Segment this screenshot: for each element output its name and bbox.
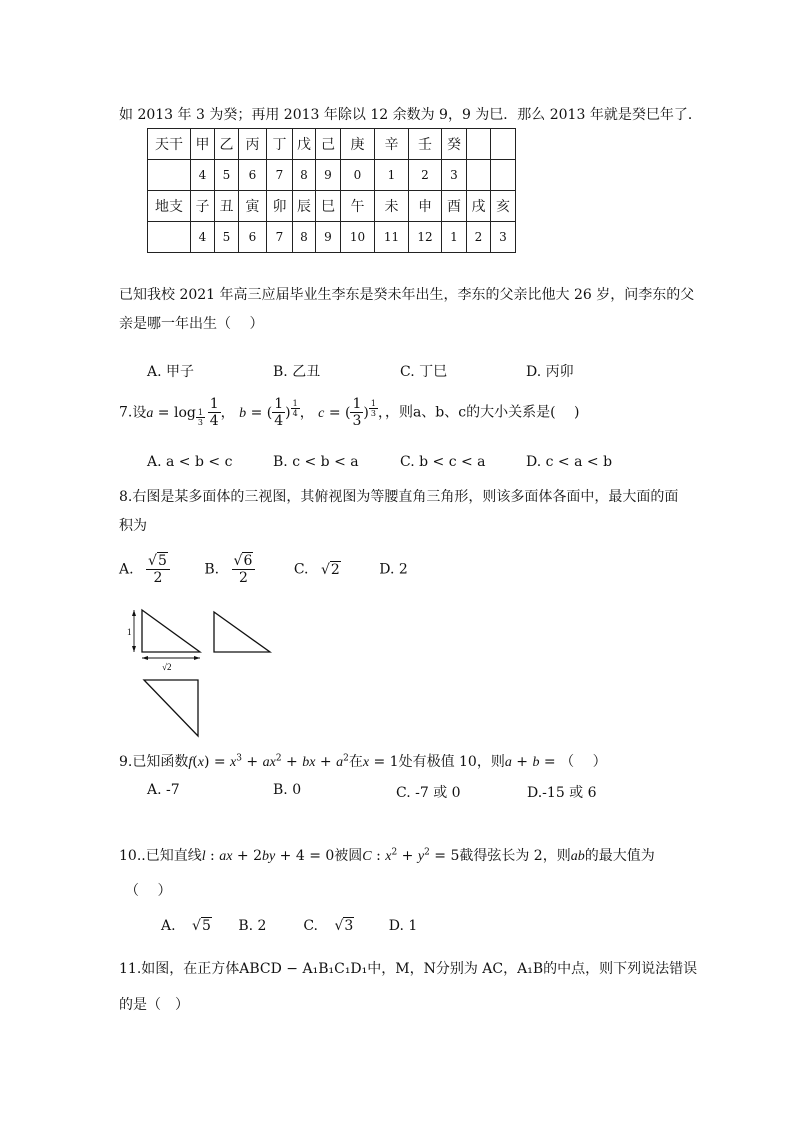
q6-option-c: C. 丁巳 xyxy=(400,364,448,380)
table-cell: 9 xyxy=(316,222,341,253)
q10-line2: （ ） xyxy=(125,883,172,899)
table-cell: 1 xyxy=(375,160,409,191)
q8-option-b-value: $\frac{√6}{2}$ xyxy=(232,553,256,586)
table-cell: 庚 xyxy=(341,129,375,160)
q8-option-a-value: $\frac{√5}{2}$ xyxy=(146,553,170,586)
side-view-triangle xyxy=(214,612,270,652)
table-cell: 8 xyxy=(293,222,316,253)
table-cell: 乙 xyxy=(215,129,239,160)
q11-line2: 的是（ ） xyxy=(119,997,189,1013)
table-cell xyxy=(148,222,191,253)
table-cell: 1 xyxy=(442,222,467,253)
table-cell: 己 xyxy=(316,129,341,160)
q8-line1: 8.右图是某多面体的三视图，其俯视图为等腰直角三角形，则该多面体各面中，最大面的面 xyxy=(119,489,679,505)
q7-formula: 设a = log $_{\frac{1}{3}}$ $\frac{1}{4}$ ， b = ( $\frac{1}{4}$ ) $^{\frac{1}{4}}$ ， c = ( $\frac{1}{3}$ ) $^{\frac{1}{3}}$ ， xyxy=(132,396,385,430)
table-cell: 癸 xyxy=(442,129,467,160)
top-view-triangle xyxy=(144,680,198,736)
q10-option-a-label: A. xyxy=(161,918,176,934)
table-cell: 4 xyxy=(191,160,215,191)
arrow-up-icon xyxy=(132,610,136,616)
table-cell xyxy=(467,129,491,160)
table-cell: 丁 xyxy=(267,129,293,160)
table-cell: 卯 xyxy=(267,191,293,222)
table-cell: 7 xyxy=(267,222,293,253)
q6-line1: 已知我校 2021 年高三应届毕业生李东是癸未年出生，李东的父亲比他大 26 岁，问李东的父 xyxy=(119,287,695,303)
q7-number: 7. xyxy=(119,404,133,421)
arrow-left-icon xyxy=(142,656,148,660)
height-label: 1 xyxy=(127,627,132,637)
table-cell: 10 xyxy=(341,222,375,253)
table-cell: 2 xyxy=(467,222,491,253)
q7-question: ，则a、b、c的大小关系是( ) xyxy=(384,404,580,421)
table-cell: 7 xyxy=(267,160,293,191)
table-cell: 戊 xyxy=(293,129,316,160)
q6-option-d: D. 丙卯 xyxy=(526,364,574,380)
q9-option-c: C. -7 或 0 xyxy=(396,785,461,801)
table-cell: 寅 xyxy=(239,191,267,222)
q7-option-b: B. c < b < a xyxy=(273,454,359,470)
arrow-right-icon xyxy=(194,656,200,660)
table-cell: 3 xyxy=(491,222,516,253)
q8-option-b-label: B. xyxy=(204,561,220,578)
table-cell: 申 xyxy=(409,191,442,222)
table-cell: 甲 xyxy=(191,129,215,160)
table-cell: 未 xyxy=(375,191,409,222)
front-view-triangle xyxy=(142,610,200,652)
q6-option-a: A. 甲子 xyxy=(147,364,195,380)
table-cell: 12 xyxy=(409,222,442,253)
q9-mid: 在 xyxy=(348,754,363,770)
q9-function: f xyxy=(188,755,193,770)
table-row xyxy=(148,222,516,253)
q7-stem xyxy=(119,396,579,429)
table-cell: 3 xyxy=(442,160,467,191)
table-cell: 11 xyxy=(375,222,409,253)
q10-prefix: 10..已知直线 xyxy=(119,848,202,864)
base-label: √2 xyxy=(162,662,172,672)
q9-option-d: D.-15 或 6 xyxy=(527,785,597,801)
ganzhi-table xyxy=(147,128,516,253)
table-row xyxy=(148,129,516,160)
q9-prefix: 9.已知函数 xyxy=(119,754,189,770)
table-cell: 地支 xyxy=(148,191,191,222)
q9-mid2: 处有极值 10，则 xyxy=(398,754,505,770)
q8-option-d: D. 2 xyxy=(379,561,408,578)
table-cell: 丙 xyxy=(239,129,267,160)
table-row xyxy=(148,160,516,191)
table-cell: 巳 xyxy=(316,191,341,222)
q9-option-b: B. 0 xyxy=(273,782,302,798)
table-cell: 2 xyxy=(409,160,442,191)
q11-line1: 11.如图，在正方体ABCD − A₁B₁C₁D₁中，M，N分别为 AC，A₁B的中点，则下列说法错误 xyxy=(119,961,698,977)
table-cell: 酉 xyxy=(442,191,467,222)
table-cell: 子 xyxy=(191,191,215,222)
q10-option-c-value: √3 xyxy=(334,918,354,934)
q10-option-d: D. 1 xyxy=(388,918,418,934)
table-cell: 亥 xyxy=(491,191,516,222)
q10-tail: 截得弦长为 2，则 xyxy=(459,848,571,864)
q8-options xyxy=(119,553,408,586)
table-cell: 戌 xyxy=(467,191,491,222)
arrow-down-icon xyxy=(132,646,136,652)
q10-options xyxy=(161,918,417,934)
table-cell: 4 xyxy=(191,222,215,253)
q8-option-a-label: A. xyxy=(119,561,134,578)
table-cell xyxy=(467,160,491,191)
q10-option-c-label: C. xyxy=(303,918,318,934)
q10-mid: 被圆 xyxy=(334,848,363,864)
intro-text: 如 2013 年 3 为癸；再用 2013 年除以 12 余数为 9，9 为巳．那么 2013 年就是癸巳年了． xyxy=(119,107,702,123)
q8-option-c-label: C. xyxy=(293,561,309,578)
table-row xyxy=(148,191,516,222)
q6-line2: 亲是哪一年出生（ ） xyxy=(119,316,264,332)
table-cell: 午 xyxy=(341,191,375,222)
q9-stem: 9.已知函数$f(x) = x^3 + ax^2$ + bx + $a^2$在x = 1处有极值 10，则a + b = （ ） xyxy=(119,753,607,770)
q7-option-a: A. a < b < c xyxy=(147,454,233,470)
table-cell: 辛 xyxy=(375,129,409,160)
table-cell xyxy=(148,160,191,191)
table-cell: 丑 xyxy=(215,191,239,222)
q8-line2: 积为 xyxy=(119,518,147,534)
table-cell: 5 xyxy=(215,160,239,191)
table-cell: 壬 xyxy=(409,129,442,160)
q9-end: （ ） xyxy=(560,754,607,770)
table-cell: 5 xyxy=(215,222,239,253)
q10-option-a-value: √5 xyxy=(192,918,211,934)
table-cell: 天干 xyxy=(148,129,191,160)
q9-option-a: A. -7 xyxy=(147,782,180,798)
table-cell: 6 xyxy=(239,160,267,191)
table-cell xyxy=(491,129,516,160)
q7-option-d: D. c < a < b xyxy=(526,454,613,470)
q8-option-c-value: √2 xyxy=(320,561,340,578)
q7-option-c: C. b < c < a xyxy=(400,454,486,470)
q6-option-b: B. 乙丑 xyxy=(273,364,321,380)
table-cell: 0 xyxy=(341,160,375,191)
table-cell: 8 xyxy=(293,160,316,191)
q10-stem: 10..已知直线l : ax + 2by + 4 = 0被圆C : $x^2 + y^2 = 5$截得弦长为 2，则ab的最大值为 xyxy=(119,847,655,864)
q10-tail2: 的最大值为 xyxy=(584,848,655,864)
q10-option-b: B. 2 xyxy=(238,918,267,934)
table-cell: 6 xyxy=(239,222,267,253)
table-cell: 9 xyxy=(316,160,341,191)
table-cell: 辰 xyxy=(293,191,316,222)
three-view-figure xyxy=(124,606,274,742)
table-cell xyxy=(491,160,516,191)
